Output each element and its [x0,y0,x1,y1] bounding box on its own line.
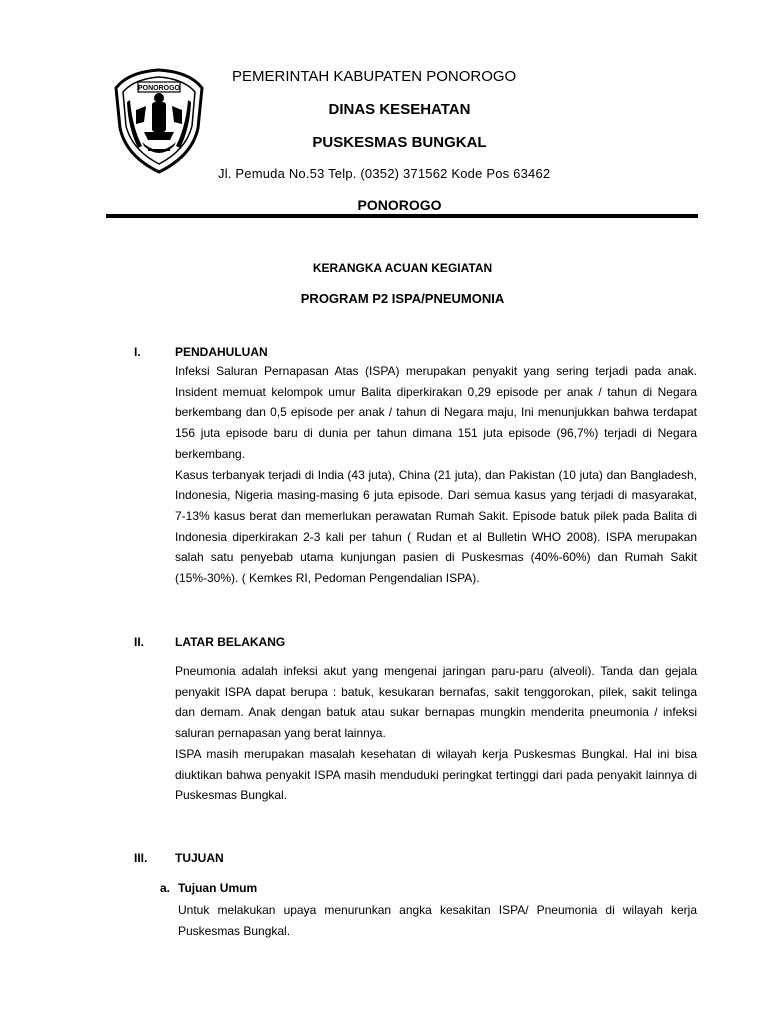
subsection-letter: a. [160,881,171,895]
section-heading-pendahuluan: PENDAHULUAN [175,345,268,359]
city-name: PONOROGO [357,197,442,213]
subsection-heading-tujuan-umum: Tujuan Umum [178,881,258,895]
facility-name: PUSKESMAS BUNGKAL [312,134,487,151]
ponorogo-emblem-icon [108,66,210,176]
government-name: PEMERINTAH KABUPATEN PONOROGO [232,68,517,85]
section-number: I. [134,345,141,359]
paragraph: Kasus terbanyak terjadi di India (43 juta), China (21 juta), dan Pakistan (10 juta) dan Bangladesh, Indonesia, Nigeria masing-masing 6 juta episode. Dari semua kasus yang terjadi di masyarakat, 7-13% kasus berat dan memerlukan perawatan Rumah Sakit. Episode batuk pilek pada Balita di Indonesia diperkirakan 2-3 kali per tahun ( Rudan et al Bulletin WHO 2008). ISPA merupakan salah satu penyebab utama kunjungan pasien di Puskesmas (40%-60%) dan Rumah Sakit (15%-30%). ( Kemkes RI, Pedoman Pengendalian ISPA). [175,467,697,586]
section-heading-tujuan: TUJUAN [175,851,224,865]
section-number: III. [134,851,148,865]
paragraph: Infeksi Saluran Pernapasan Atas (ISPA) merupakan penyakit yang sering terjadi pada anak. Insident memuat kelompok umur Balita diperkirakan 0,29 episode per anak / tahun di Negara berkembang dan 0,5 episode per anak / tahun di Negara maju, Ini menunjukkan bahwa terdapat 156 juta episode baru di dunia per tahun dimana 151 juta episode (96,7%) terjadi di Negara berkembang. [175,364,697,461]
agency-name: DINAS KESEHATAN [328,101,471,118]
letterhead-divider [106,214,698,218]
paragraph: Pneumonia adalah infeksi akut yang mengenai jaringan paru-paru (alveoli). Tanda dan gejala penyakit ISPA dapat berupa : batuk, kesukaran bernafas, sakit tenggorokan, pilek, sakit telinga dan demam. Anak dengan batuk atau sukar bernapas mungkin menderita pneumonia / infeksi saluran pernapasan yang berat lainnya. [175,664,697,741]
document-subtitle: PROGRAM P2 ISPA/PNEUMONIA [300,291,505,306]
paragraph: Untuk melakukan upaya menurunkan angka kesakitan ISPA/ Pneumonia di wilayah kerja Puskesmas Bungkal. [178,903,697,938]
logo-text: PONOROGO [137,85,181,92]
document-title: KERANGKA ACUAN KEGIATAN [312,261,493,275]
section-heading-latar-belakang: LATAR BELAKANG [175,635,286,649]
section-body-pendahuluan [175,361,697,589]
address-line: Jl. Pemuda No.53 Telp. (0352) 371562 Kode Pos 63462 [218,166,551,181]
subsection-body-tujuan-umum [178,900,697,942]
paragraph: ISPA masih merupakan masalah kesehatan di wilayah kerja Puskesmas Bungkal. Hal ini bisa diuktikan bahwa penyakit ISPA masih menduduki peringkat tertinggi dari pada penyakit lainnya di Puskesmas Bungkal. [175,746,697,803]
regency-logo [108,66,210,176]
section-body-latar-belakang [175,661,697,806]
section-number: II. [134,635,145,649]
